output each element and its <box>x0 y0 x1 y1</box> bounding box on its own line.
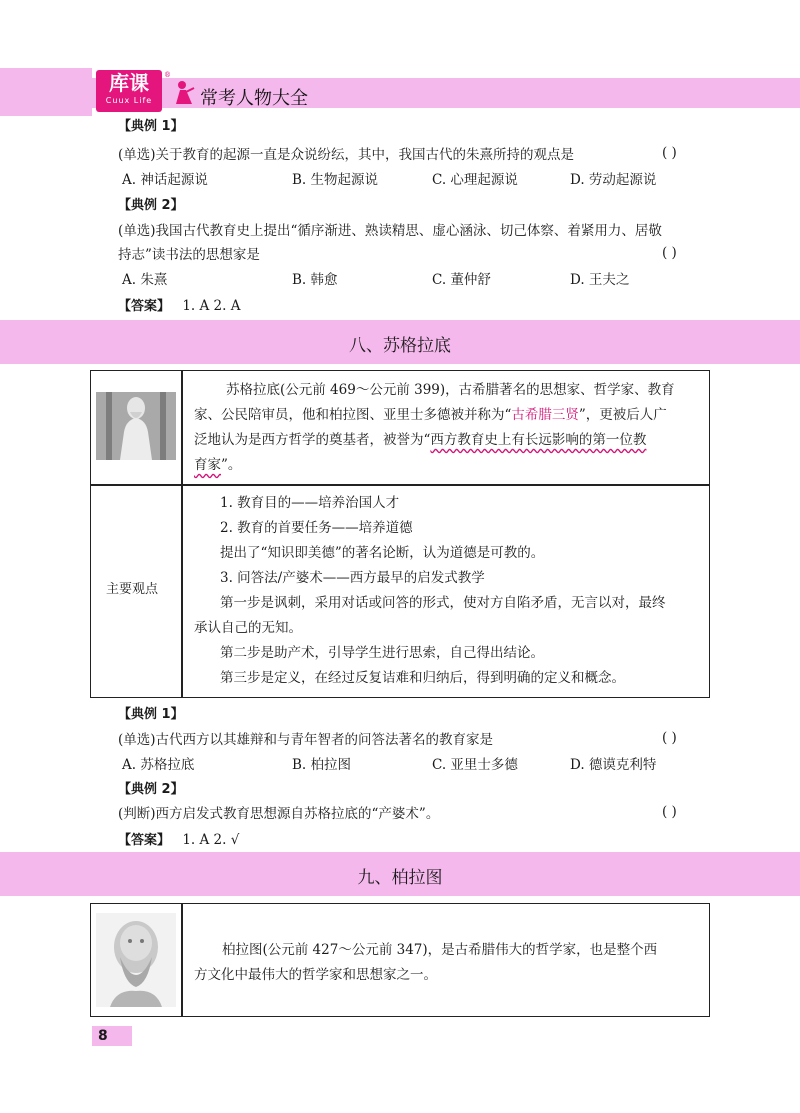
socrates-bio-line4: 育家”。 <box>194 457 242 473</box>
section-title-socrates: 八、苏格拉底 <box>349 336 451 356</box>
socrates-bio-line1: 苏格拉底(公元前 469～公元前 399)，古希腊著名的思想家、哲学家、教育 <box>226 382 675 398</box>
wavy-emphasis: 育家 <box>194 457 221 473</box>
table-row-divider <box>90 484 709 486</box>
answer-line <box>118 296 240 317</box>
view-item: 1. 教育目的——培养治国人才 <box>220 495 400 511</box>
option-c: C. 心理起源说 <box>432 172 518 188</box>
view-item: 第一步是讽刺，采用对话或问答的形式，使对方自陷矛盾，无言以对，最终 <box>220 595 666 611</box>
answer-blank: ( ) <box>662 804 677 820</box>
answer-blank: ( ) <box>662 145 677 161</box>
option-a: A. 苏格拉底 <box>122 757 195 773</box>
view-item: 承认自己的无知。 <box>194 620 302 636</box>
wavy-emphasis: 西方教育史上有长远影响的第一位教 <box>430 432 647 448</box>
section-title-plato: 九、柏拉图 <box>357 868 443 888</box>
example-2-question-line1: (单选)我国古代教育史上提出“循序渐进、熟读精思、虚心涵泳、切己体察、着紧用力、居敬 <box>118 223 662 239</box>
plato-bio-line2: 方文化中最伟大的哲学家和思想家之一。 <box>194 967 437 983</box>
option-a: A. 朱熹 <box>122 272 168 288</box>
answer-blank: ( ) <box>662 245 677 261</box>
example-2-question-line2: 持志”读书法的思想家是 <box>118 247 260 263</box>
example-1-label: 【典例 1】 <box>118 707 184 722</box>
table-column-divider <box>181 903 183 1016</box>
option-d: D. 王夫之 <box>570 272 630 288</box>
highlight-three-sages: 古希腊三贤 <box>511 407 579 423</box>
book-title: 常考人物大全 <box>200 88 308 109</box>
plato-info-table <box>90 903 710 1017</box>
view-item: 3. 问答法/产婆术——西方最早的启发式教学 <box>220 570 485 586</box>
table-column-divider <box>181 370 183 697</box>
view-item: 第二步是助产术，引导学生进行思索，自己得出结论。 <box>220 645 544 661</box>
main-views-label: 主要观点 <box>106 582 159 597</box>
answer-label: 【答案】 <box>118 833 171 848</box>
view-item: 提出了“知识即美德”的著名论断，认为道德是可教的。 <box>220 545 545 561</box>
option-c: C. 亚里士多德 <box>432 757 518 773</box>
scholar-figure-icon <box>172 80 196 106</box>
option-d: D. 劳动起源说 <box>570 172 657 188</box>
option-a: A. 神话起源说 <box>122 172 208 188</box>
logo-text: 库课 <box>109 71 149 95</box>
registered-mark: ® <box>164 71 171 79</box>
answer-label: 【答案】 <box>118 299 171 314</box>
socrates-bio-line2: 家、公民陪审员，他和柏拉图、亚里士多德被并称为“古希腊三贤”，更被后人广 <box>194 407 667 423</box>
option-c: C. 董仲舒 <box>432 272 491 288</box>
plato-bio-line1: 柏拉图(公元前 427～公元前 347)，是古希腊伟大的哲学家，也是整个西 <box>222 942 658 958</box>
answer-values: 1. A 2. √ <box>182 832 240 848</box>
answer-blank: ( ) <box>662 730 677 746</box>
example-2-label: 【典例 2】 <box>118 782 184 797</box>
option-b: B. 韩愈 <box>292 272 338 288</box>
brand-logo <box>96 70 162 112</box>
view-item: 2. 教育的首要任务——培养道德 <box>220 520 413 536</box>
answer-values: 1. A 2. A <box>182 298 241 314</box>
example-2-label: 【典例 2】 <box>118 198 184 213</box>
page-number: 8 <box>92 1026 132 1046</box>
view-item: 第三步是定义，在经过反复诘难和归纳后，得到明确的定义和概念。 <box>220 670 625 686</box>
example-1-question: (单选)关于教育的起源一直是众说纷纭，其中，我国古代的朱熹所持的观点是 <box>118 147 575 163</box>
option-b: B. 生物起源说 <box>292 172 379 188</box>
socrates-bio-line3: 泛地认为是西方哲学的奠基者，被誉为“西方教育史上有长远影响的第一位教 <box>194 432 647 448</box>
plato-bust-image <box>96 913 176 1007</box>
answer-line <box>118 830 239 851</box>
option-d: D. 德谟克利特 <box>570 757 657 773</box>
option-b: B. 柏拉图 <box>292 757 352 773</box>
socrates-statue-image <box>96 392 176 460</box>
logo-subtext: Cuux Life <box>105 96 153 105</box>
example-2-question: (判断)西方启发式教育思想源自苏格拉底的“产婆术”。 <box>118 806 440 822</box>
example-1-question: (单选)古代西方以其雄辩和与青年智者的问答法著名的教育家是 <box>118 732 494 748</box>
example-1-label: 【典例 1】 <box>118 119 184 134</box>
